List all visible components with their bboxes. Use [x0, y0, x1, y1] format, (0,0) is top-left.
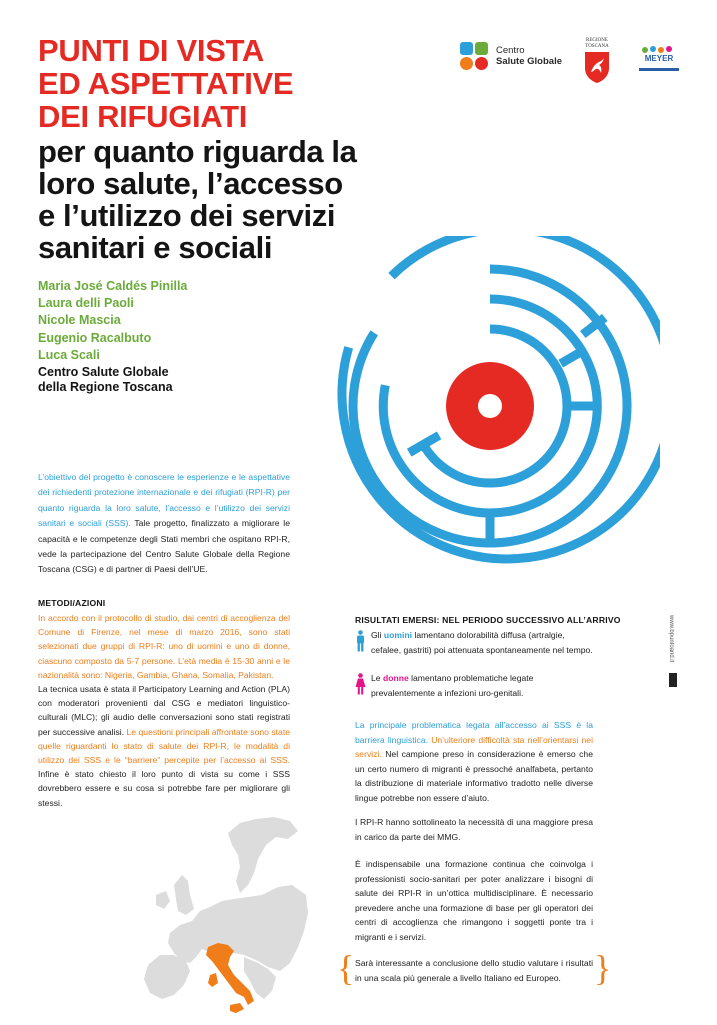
intro-paragraph	[38, 470, 290, 578]
title-red-line-2: ED ASPETTATIVE	[38, 66, 294, 101]
pegasus-shield-icon	[582, 50, 612, 84]
brace-open: {	[337, 948, 355, 988]
map-ireland	[156, 891, 170, 909]
finding-women-keyword: donne	[382, 673, 409, 683]
methods-heading: METODI/AZIONI	[38, 598, 106, 608]
methods-p2: La tecnica usata è stata il Participatory Learning and Action (PLA) con moderatori provenienti dal CSG e mediatori linguistico-culturali (MLC); gli audio delle conversazioni sono stati registrati per successive analisi.	[38, 684, 290, 737]
finding-women	[355, 671, 595, 701]
labyrinth-illustration	[320, 236, 660, 576]
regione-toscana-logo	[582, 38, 612, 86]
training-paragraph: È indispensabile una formazione continua che coinvolga i professionisti socio-sanitari per poter analizzare i bisogni di salute dei RPI-R in un’ottica multidisciplinare. È necessario prevedere anche una formazione di base per gli operatori dei centri di accoglienza che rimangono i soggetti ponte tra i migranti e i servizi.	[355, 859, 593, 942]
csg-logo-line-1: Centro	[496, 45, 525, 56]
author-name: Maria José Caldés Pinilla	[38, 279, 188, 293]
subtitle-line-3: e l’utilizzo dei servizi	[38, 198, 336, 233]
barrier-paragraph	[355, 718, 593, 806]
csg-square-blue	[460, 42, 473, 55]
map-iberia	[144, 955, 190, 999]
brace-close: }	[594, 948, 612, 988]
mmg-paragraph: I RPI-R hanno sottolineato la necessità di una maggiore presa in carico da parte dei MMG.	[355, 817, 593, 842]
finding-women-text: lamentano problematiche legate prevalentemente a infezioni uro-genitali.	[371, 673, 534, 698]
csg-logo-text	[496, 45, 562, 67]
csg-logo-icon	[460, 42, 494, 76]
meyer-logo	[637, 44, 681, 74]
woman-icon	[355, 673, 366, 695]
subtitle-line-1: per quanto riguarda la	[38, 134, 357, 169]
map-scandinavia	[228, 817, 298, 893]
title-red-line-1: PUNTI DI VISTA	[38, 33, 265, 68]
organization	[38, 365, 298, 395]
organization-line-1: Centro Salute Globale	[38, 365, 169, 379]
title-red	[38, 34, 458, 133]
csg-logo-line-2: Salute Globale	[496, 56, 562, 67]
barrier-orange: Un’ulteriore difficoltà sta nell’orientarsi nei servizi.	[355, 734, 593, 760]
maze-wall	[561, 351, 583, 364]
methods-p2-end: Infine è stato chiesto il loro punto di vista su come i SSS dovrebbero essere e su cosa si potrebbe fare per migliorare gli stessi.	[38, 769, 290, 808]
author-name: Luca Scali	[38, 347, 100, 362]
credit-badge	[669, 673, 677, 687]
toscana-logo-line-2: TOSCANA	[585, 44, 609, 49]
finding-men-text: lamentano dolorabilità diffusa (artralgie, cefalee, gastriti) poi attenuata spontaneamente nel tempo.	[371, 630, 593, 655]
europe-map-illustration	[140, 815, 310, 1025]
maze-center-dot	[478, 394, 502, 418]
methods-p2-highlight: Le questioni principali affrontate sono state quelle riguardanti lo stato di salute dei RPI-R, le modalità di utilizzo dei SSS e le “barriere” percepite per l’accesso ai SSS.	[38, 726, 290, 766]
map-sardinia	[208, 973, 218, 987]
finding-women-pre: Le	[371, 673, 383, 683]
map-sicily	[230, 1003, 244, 1013]
author-name: Nicole Mascia	[38, 313, 121, 328]
results-heading: RISULTATI EMERSI: NEL PERIODO SUCCESSIVO ALL’ARRIVO	[355, 615, 621, 625]
barrier-rest: Nel campione preso in considerazione è emerso che un certo numero di migranti è pressoché analfabeta, pertanto la distribuzione di materiale informativo tradotto nelle diverse lingue potrebbe non essere d’aiuto.	[355, 749, 593, 803]
toscana-logo-line-1: REGIONE	[586, 38, 608, 43]
csg-logo	[460, 42, 570, 78]
csg-circle-red	[475, 57, 488, 70]
subtitle-line-4: sanitari e sociali	[38, 230, 273, 265]
barrier-highlight: La principale problematica legata all’accesso ai SSS è la barriera linguistica.	[355, 720, 593, 745]
meyer-logo-text: MEYER	[644, 54, 674, 63]
conclusion-paragraph: Sarà interessante a conclusione dello studio valutare i risultati in una scala più generale a livello Italiano ed Europeo.	[355, 958, 593, 983]
csg-square-green	[475, 42, 488, 55]
subtitle-line-2: loro salute, l’accesso	[38, 166, 343, 201]
author-name: Laura delli Paoli	[38, 296, 134, 311]
author-name: Eugenio Racalbuto	[38, 330, 152, 345]
side-credit	[664, 615, 684, 695]
finding-men-pre: Gli	[371, 630, 384, 640]
title-red-line-3: DEI RIFUGIATI	[38, 99, 248, 134]
intro-rest: Tale progetto, finalizzato a migliorare le capacità e le competenze degli Stati membri che ospitano RPI-R, vede la partecipazione del Centro Salute Globale della Regione Toscana (CSG) e di partner di Paesi dell’UE.	[38, 518, 290, 575]
organization-line-2: della Regione Toscana	[38, 380, 173, 394]
map-uk	[174, 875, 194, 915]
man-icon	[355, 630, 366, 652]
authors-list	[38, 278, 298, 364]
csg-circle-orange	[460, 57, 473, 70]
findings-list	[355, 628, 595, 701]
finding-men-keyword: uomini	[383, 630, 413, 640]
methods-body	[38, 611, 290, 810]
methods-p1: In accordo con il protocollo di studio, dai centri di accoglienza del Comune di Firenze, nel mese di marzo 2016, sono stati selezionati due gruppi di RPI-R: uno di uomini e uno di donne, ciascuno composto da 5-7 persone. L’età media è 15-30 anni e le nazionalità sono: Nigeria, Gambia, Ghana, Somalia, Pakistan.	[38, 613, 290, 680]
intro-highlight: L’obiettivo del progetto è conoscere le esperienze e le aspettative dei richiedenti protezione internazionale e dei rifugiati (RPI-R) per quanto riguarda la loro salute, l’accesso e l’utilizzo dei servizi sanitari e sociali (SSS).	[38, 472, 290, 529]
website-credit: www.bpuntoand.it	[668, 615, 674, 663]
finding-men	[355, 628, 595, 658]
